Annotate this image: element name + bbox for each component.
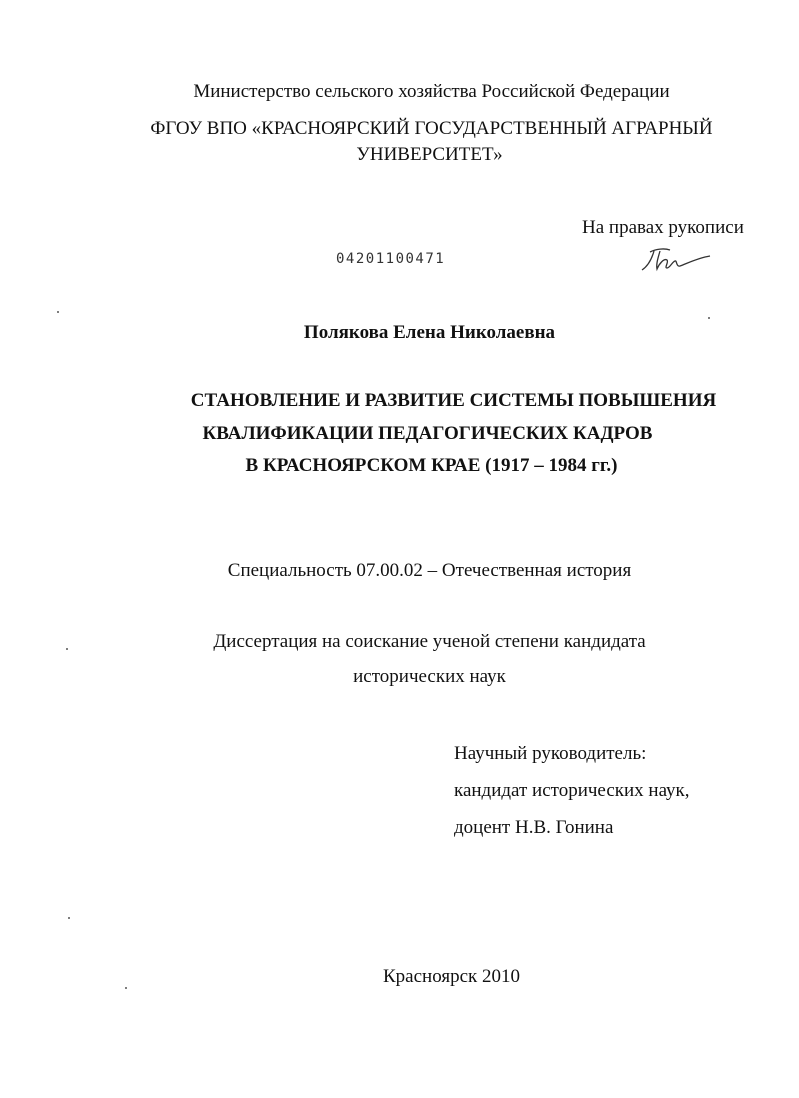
university-line-2: УНИВЕРСИТЕТ» xyxy=(356,144,503,165)
scan-speck xyxy=(68,917,70,919)
specialty-line: Специальность 07.00.02 – Отечественная история xyxy=(227,560,632,581)
scan-speck xyxy=(66,648,68,650)
supervisor-name: доцент Н.В. Гонина xyxy=(454,817,614,838)
author-name: Полякова Елена Николаевна xyxy=(303,322,556,343)
dissertation-line-2: исторических наук xyxy=(353,666,506,687)
manuscript-rights-note: На правах рукописи xyxy=(582,217,744,238)
title-line-1: СТАНОВЛЕНИЕ И РАЗВИТИЕ СИСТЕМЫ ПОВЫШЕНИЯ xyxy=(190,390,717,411)
signature-image xyxy=(636,244,716,274)
title-line-2: КВАЛИФИКАЦИИ ПЕДАГОГИЧЕСКИХ КАДРОВ xyxy=(202,423,653,444)
ministry-line: Министерство сельского хозяйства Российской Федерации xyxy=(193,81,670,102)
supervisor-degree: кандидат исторических наук, xyxy=(454,780,690,801)
catalog-number: 04201100471 xyxy=(336,251,446,267)
scan-speck xyxy=(57,311,59,313)
dissertation-line-1: Диссертация на соискание ученой степени кандидата xyxy=(213,631,646,652)
scan-speck xyxy=(708,317,710,319)
university-line-1: ФГОУ ВПО «КРАСНОЯРСКИЙ ГОСУДАРСТВЕННЫЙ АГРАРНЫЙ xyxy=(150,118,713,139)
scan-speck xyxy=(125,987,127,989)
city-year: Красноярск 2010 xyxy=(383,966,520,987)
supervisor-label: Научный руководитель: xyxy=(454,743,647,764)
title-line-3: В КРАСНОЯРСКОМ КРАЕ (1917 – 1984 гг.) xyxy=(245,455,618,476)
